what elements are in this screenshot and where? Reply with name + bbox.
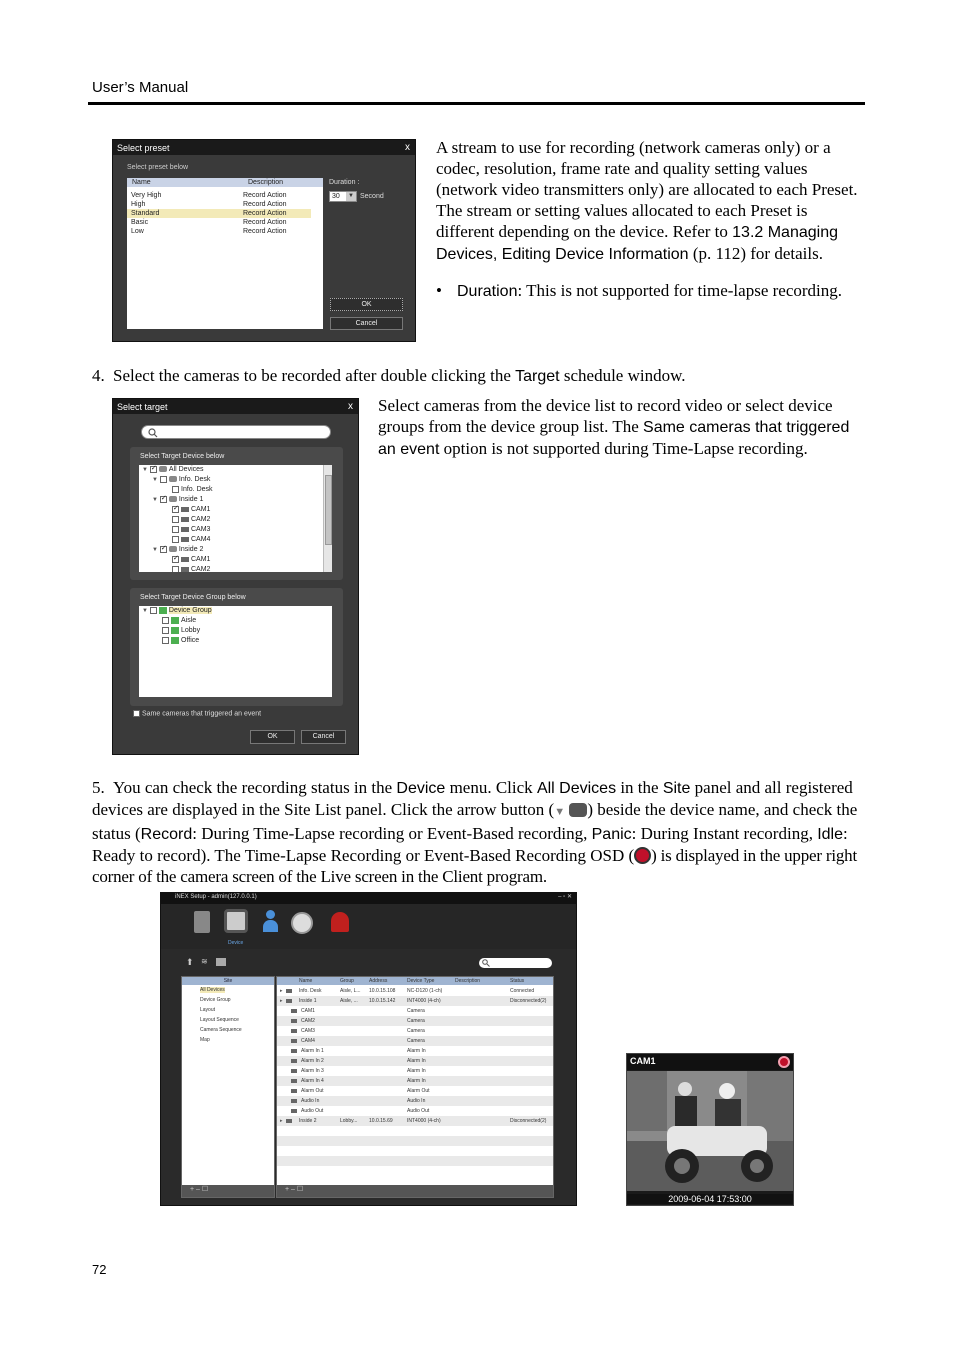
table-row-empty: [277, 1156, 553, 1166]
table-cell: Alarm In: [407, 1078, 426, 1084]
select-target-dialog: [112, 398, 359, 755]
table-cell: INT4000 (4-ch): [407, 998, 441, 1004]
column-status: Status: [510, 978, 525, 984]
checkbox[interactable]: [150, 607, 157, 614]
step-text: ) is displayed in the upper right corner of the camera screen of the Live screen in the Client program.: [92, 846, 857, 886]
tree-item-all-devices[interactable]: [142, 465, 332, 474]
camera-icon: [181, 537, 189, 542]
table-cell: Alarm In: [407, 1048, 426, 1054]
dialog-title: Select preset: [117, 143, 170, 153]
preset-name: Standard: [131, 210, 160, 217]
device-icon: [169, 546, 177, 552]
duration-bullet: [436, 280, 864, 302]
expand-arrow-icon[interactable]: ▸: [280, 998, 283, 1004]
table-cell: Audio In: [407, 1098, 426, 1104]
cross-reference: 13.2 Managing Devices, Editing Device Information: [436, 224, 838, 263]
tree-label: All Devices: [168, 466, 204, 473]
table-cell: Inside 2: [299, 1118, 317, 1124]
table-cell: CAM2: [301, 1018, 315, 1024]
site-panel: [181, 976, 275, 1198]
step-text: in the: [616, 778, 663, 797]
table-cell: Alarm Out: [301, 1088, 324, 1094]
table-cell: Audio Out: [301, 1108, 324, 1114]
table-cell: Alarm In 1: [301, 1048, 324, 1054]
table-row-empty: [277, 1146, 553, 1156]
table-cell: Alarm In 2: [301, 1058, 324, 1064]
table-row[interactable]: [277, 1026, 553, 1036]
close-icon[interactable]: x: [405, 142, 410, 153]
step-text: schedule window.: [559, 366, 686, 385]
site-list-footer: + – ☐: [277, 1185, 553, 1197]
site-list-header: [277, 977, 553, 985]
preset-name: Basic: [131, 219, 149, 226]
menu-term-all-devices: All Devices: [536, 780, 617, 797]
checkbox-checked[interactable]: [160, 496, 167, 503]
schedule-icon[interactable]: [291, 912, 313, 934]
device-tab-label: Device: [228, 940, 244, 946]
tree-label: CAM1: [191, 556, 211, 563]
column-device-type: Device Type: [407, 978, 435, 984]
scrollbar-thumb[interactable]: [325, 475, 332, 545]
record-osd-icon: [778, 1056, 790, 1068]
same-cameras-checkbox[interactable]: [133, 710, 140, 717]
tree-item-device-group[interactable]: [142, 606, 332, 615]
camera-icon: [291, 1069, 297, 1073]
duration-label: Duration :: [329, 179, 360, 186]
same-cameras-checkbox-row[interactable]: [133, 710, 261, 717]
checkbox-checked[interactable]: [172, 506, 179, 513]
device-group-panel: [130, 588, 343, 706]
table-row[interactable]: [277, 1046, 553, 1056]
bullet-term: Duration: [457, 283, 518, 300]
ok-button[interactable]: OK: [250, 730, 295, 744]
device-tab-icon[interactable]: [224, 909, 248, 933]
tree-item-camera[interactable]: [172, 535, 332, 544]
select-preset-dialog: [112, 139, 416, 342]
step-4: [92, 365, 862, 387]
table-cell: 10.0.15.142: [369, 998, 396, 1004]
close-icon[interactable]: x: [348, 401, 353, 412]
camera-icon: [181, 507, 189, 512]
device-panel: [130, 447, 343, 580]
preset-row[interactable]: [127, 218, 323, 227]
preset-row[interactable]: [127, 227, 323, 236]
column-group: Group: [340, 978, 354, 984]
table-row[interactable]: [277, 1076, 553, 1086]
camera-label: CAM1: [630, 1056, 656, 1066]
checkbox[interactable]: [172, 566, 179, 572]
column-address: Address: [369, 978, 388, 984]
table-cell: Aisle, L...: [340, 988, 361, 994]
tree-item-info-desk-camera[interactable]: [172, 485, 332, 494]
step-text: : During Instant recording,: [631, 824, 818, 843]
bullet-icon: •: [436, 281, 442, 300]
table-row[interactable]: [277, 996, 553, 1006]
device-tree: [139, 465, 332, 572]
ok-button[interactable]: OK: [330, 298, 403, 311]
checkbox-checked[interactable]: [160, 546, 167, 553]
camera-icon: [291, 1109, 297, 1113]
duration-select[interactable]: [329, 191, 357, 202]
preset-name: Very High: [131, 192, 162, 199]
expand-arrow-icon[interactable]: ▸: [280, 988, 283, 994]
same-cameras-label: Same cameras that triggered an event: [142, 710, 262, 718]
step-text: Select the cameras to be recorded after double clicking the: [113, 366, 516, 385]
checkbox[interactable]: [162, 627, 169, 634]
tree-item-inside-2[interactable]: [152, 545, 332, 554]
step-number: 5.: [92, 778, 105, 797]
table-cell: 10.0.15.69: [369, 1118, 393, 1124]
column-name: Name: [132, 179, 151, 186]
search-icon: [148, 428, 158, 438]
site-item-all-devices[interactable]: All Devices: [200, 987, 225, 993]
site-item-device-group[interactable]: Device Group: [200, 997, 231, 1003]
tree-label: Device Group: [168, 607, 212, 614]
site-item-camera-sequence[interactable]: Camera Sequence: [200, 1027, 242, 1033]
device-icon: [286, 989, 292, 993]
target-description-paragraph: [378, 395, 864, 460]
preset-row[interactable]: [127, 200, 323, 209]
preset-row[interactable]: [127, 191, 323, 200]
page-number: 72: [92, 1262, 107, 1277]
table-row[interactable]: [277, 1106, 553, 1116]
para-text: option is not supported during Time-Lapse recording.: [439, 439, 808, 458]
chevron-down-icon[interactable]: ▼: [346, 192, 356, 201]
table-row[interactable]: [277, 1096, 553, 1106]
checkbox-checked[interactable]: [150, 466, 157, 473]
table-cell: CAM1: [301, 1008, 315, 1014]
tree-label: Aisle: [181, 617, 197, 624]
setup-title-bar: [161, 893, 576, 904]
table-cell: Camera: [407, 1008, 425, 1014]
table-row[interactable]: [277, 1006, 553, 1016]
expand-arrow-icon[interactable]: ▼: [142, 467, 148, 473]
camera-icon: [291, 1009, 297, 1013]
table-cell: CAM4: [301, 1038, 315, 1044]
tree-item-camera[interactable]: [172, 565, 332, 572]
table-cell: Alarm In 4: [301, 1078, 324, 1084]
arrow-down-icon: ▼: [554, 806, 566, 818]
preset-subtitle: Select preset below: [127, 164, 189, 171]
table-cell: Inside 1: [299, 998, 317, 1004]
checkbox-checked[interactable]: [172, 556, 179, 563]
column-description: Description: [455, 978, 481, 984]
step-text: menu. Click: [445, 778, 537, 797]
camera-icon: [291, 1029, 297, 1033]
preset-description-paragraph: [436, 137, 864, 265]
tree-label: CAM2: [191, 516, 211, 523]
tree-label: CAM1: [191, 506, 211, 513]
para-text: (p. 112) for details.: [688, 244, 823, 263]
table-row[interactable]: [277, 1016, 553, 1026]
tree-label: CAM4: [191, 536, 211, 543]
table-row[interactable]: [277, 1036, 553, 1046]
tree-item-info-desk[interactable]: [152, 475, 332, 484]
camera-icon: [291, 1019, 297, 1023]
tree-label: CAM3: [191, 526, 211, 533]
group-icon: [159, 607, 167, 614]
folder-icon[interactable]: [216, 958, 226, 966]
setup-title: iNEX Setup - admin(127.0.0.1): [175, 894, 257, 900]
device-group-tree: [139, 606, 332, 697]
para-text: A stream to use for recording (network cameras only) or a codec, resolution, frame rate and quality setting values (network video transmitters only) are allocated to each Preset. The stream or setting values allocated to each Preset is different depending on the device. Refer to: [436, 138, 858, 241]
dialog-title-bar: [113, 140, 415, 155]
dialog-title-bar: [113, 399, 358, 414]
search-input[interactable]: [141, 425, 331, 439]
cancel-button[interactable]: Cancel: [301, 730, 346, 744]
tree-item-camera[interactable]: [172, 555, 332, 564]
table-row-empty: [277, 1126, 553, 1136]
expand-arrow-icon[interactable]: ▼: [152, 547, 158, 553]
bullet-text: : This is not supported for time-lapse recording.: [517, 281, 842, 300]
group-icon: [171, 627, 179, 634]
site-list-panel: [276, 976, 554, 1198]
expand-arrow-icon[interactable]: ▼: [152, 477, 158, 483]
tree-label: Info. Desk: [181, 486, 213, 493]
table-cell: Disconnected(2): [510, 1118, 547, 1124]
table-cell: Alarm Out: [407, 1088, 430, 1094]
preset-name: Low: [131, 228, 144, 235]
table-cell: Camera: [407, 1028, 425, 1034]
camera-icon: [181, 517, 189, 522]
menu-term-device: Device: [396, 780, 446, 797]
table-cell: Info. Desk: [299, 988, 322, 994]
option-term: Same cameras that triggered an event: [378, 419, 850, 458]
camera-timestamp: 2009-06-04 17:53:00: [627, 1194, 793, 1204]
table-row-empty: [277, 1136, 553, 1146]
table-cell: Disconnected(2): [510, 998, 547, 1004]
camera-label-bar: [627, 1054, 793, 1070]
expand-arrow-icon[interactable]: ▸: [280, 1118, 283, 1124]
device-icon: [286, 1119, 292, 1123]
duration-unit: Second: [360, 193, 384, 200]
step-text: : Ready to record). The Time-Lapse Recording or Event-Based Recording OSD (: [92, 824, 848, 865]
device-icon: [169, 476, 177, 482]
camera-image: [627, 1071, 793, 1191]
device-icon: [286, 999, 292, 1003]
step-text: You can check the recording status in the: [113, 778, 397, 797]
table-cell: Audio Out: [407, 1108, 430, 1114]
table-cell: Audio In: [301, 1098, 320, 1104]
device-icon: [169, 496, 177, 502]
table-row[interactable]: [277, 986, 553, 996]
step-5: [92, 777, 864, 887]
header-rule: [88, 102, 865, 105]
table-cell: Aisle, ...: [340, 998, 358, 1004]
table-row-empty: [277, 1166, 553, 1176]
column-description: Description: [248, 179, 284, 186]
expand-arrow-icon[interactable]: ▼: [152, 497, 158, 503]
group-icon: [171, 617, 179, 624]
table-row[interactable]: [277, 1086, 553, 1096]
camera-icon: [291, 1059, 297, 1063]
preset-list: [127, 178, 323, 329]
device-panel-label: Select Target Device below: [140, 453, 225, 460]
checkbox[interactable]: [172, 486, 179, 493]
table-cell: Connected: [510, 988, 535, 994]
tree-item-group[interactable]: [162, 616, 332, 625]
table-cell: Alarm In: [407, 1068, 426, 1074]
table-cell: Lobby...: [340, 1118, 358, 1124]
scrollbar[interactable]: [323, 465, 332, 572]
tree-label: Office: [181, 637, 200, 644]
table-cell: Camera: [407, 1038, 425, 1044]
preset-description: Record Action: [243, 219, 287, 226]
window-controls[interactable]: – ▫ ✕: [558, 894, 572, 900]
tree-label: Inside 1: [178, 496, 204, 503]
table-cell: NC-D120 (1-ch): [407, 988, 443, 994]
record-osd-icon: [634, 847, 651, 864]
checkbox[interactable]: [172, 526, 179, 533]
camera-icon: [181, 567, 189, 572]
menu-term-site: Site: [662, 780, 691, 797]
upload-icon[interactable]: ⬆: [186, 957, 194, 967]
table-row[interactable]: [277, 1056, 553, 1066]
preset-list-header: [127, 178, 323, 187]
preset-description: Record Action: [243, 228, 287, 235]
checkbox[interactable]: [162, 617, 169, 624]
status-term-record: Record: [140, 826, 193, 843]
checkbox[interactable]: [160, 476, 167, 483]
tree-item-camera[interactable]: [172, 515, 332, 524]
running-header: User’s Manual: [92, 79, 189, 96]
camera-icon: [291, 1049, 297, 1053]
camera-icon: [291, 1099, 297, 1103]
table-cell: INT4000 (4-ch): [407, 1118, 441, 1124]
site-item-layout-sequence[interactable]: Layout Sequence: [200, 1017, 239, 1023]
system-icon[interactable]: [194, 911, 210, 933]
step-term: Target: [515, 368, 560, 385]
site-panel-footer: + – ☐: [182, 1185, 274, 1197]
step-text: : During Time-Lapse recording or Event-Based recording,: [192, 824, 592, 843]
alarm-icon[interactable]: [331, 912, 349, 932]
table-cell: Alarm In 3: [301, 1068, 324, 1074]
tree-item-inside-1[interactable]: [152, 495, 332, 504]
para-text: Select cameras from the device list to record video or select device groups from the device group list. The: [378, 396, 833, 436]
device-group-panel-label: Select Target Device Group below: [140, 594, 246, 601]
table-row[interactable]: [277, 1066, 553, 1076]
tree-label: Inside 2: [178, 546, 204, 553]
site-item-layout[interactable]: Layout: [200, 1007, 216, 1013]
camera-icon: [291, 1089, 297, 1093]
table-cell: 10.0.15.108: [369, 988, 396, 994]
wifi-icon[interactable]: ≋: [201, 957, 208, 966]
cancel-button[interactable]: Cancel: [330, 317, 403, 330]
camera-icon: [181, 557, 189, 562]
site-header: Site: [182, 977, 274, 985]
status-term-panic: Panic: [591, 826, 632, 843]
tree-label: Info. Desk: [178, 476, 211, 483]
table-row[interactable]: [277, 1116, 553, 1126]
checkbox[interactable]: [172, 516, 179, 523]
checkbox[interactable]: [162, 637, 169, 644]
camera-icon: [291, 1039, 297, 1043]
step-text: panel and all registered devices are displayed in the Site List panel. Click the arrow button (: [92, 778, 853, 819]
setup-search-input[interactable]: [479, 958, 552, 968]
status-term-idle: Idle: [817, 826, 843, 843]
device-icon: [569, 803, 587, 817]
table-cell: CAM3: [301, 1028, 315, 1034]
site-item-map[interactable]: Map: [200, 1037, 210, 1043]
site-list-rows: [277, 986, 553, 1176]
column-name: Name: [299, 978, 313, 984]
tree-label: Lobby: [181, 627, 201, 634]
expand-arrow-icon[interactable]: ▼: [142, 608, 148, 614]
checkbox[interactable]: [172, 536, 179, 543]
preset-row-selected[interactable]: [127, 209, 311, 218]
preset-name: High: [131, 201, 146, 208]
step-text: ) beside the device name, and check the status (: [92, 800, 858, 843]
user-icon[interactable]: [262, 910, 278, 932]
search-icon: [482, 959, 490, 967]
device-icon: [159, 466, 167, 472]
camera-view: [626, 1053, 794, 1206]
duration-value: 30: [332, 193, 340, 200]
dialog-title: Select target: [117, 402, 168, 412]
setup-window: [160, 892, 577, 1206]
table-cell: Alarm In: [407, 1058, 426, 1064]
tree-item-group[interactable]: [162, 626, 332, 635]
tree-item-group[interactable]: [162, 636, 332, 645]
group-icon: [171, 637, 179, 644]
tree-item-camera[interactable]: [172, 525, 332, 534]
preset-description: Record Action: [243, 201, 287, 208]
preset-description: Record Action: [243, 192, 287, 199]
step-number: 4.: [92, 366, 105, 385]
small-toolbar: [181, 956, 571, 970]
preset-description: Record Action: [243, 210, 287, 217]
camera-icon: [291, 1079, 297, 1083]
toolbar: [161, 904, 576, 949]
camera-icon: [181, 527, 189, 532]
tree-label: CAM2: [191, 566, 211, 572]
tree-item-camera[interactable]: [172, 505, 332, 514]
table-cell: Camera: [407, 1018, 425, 1024]
